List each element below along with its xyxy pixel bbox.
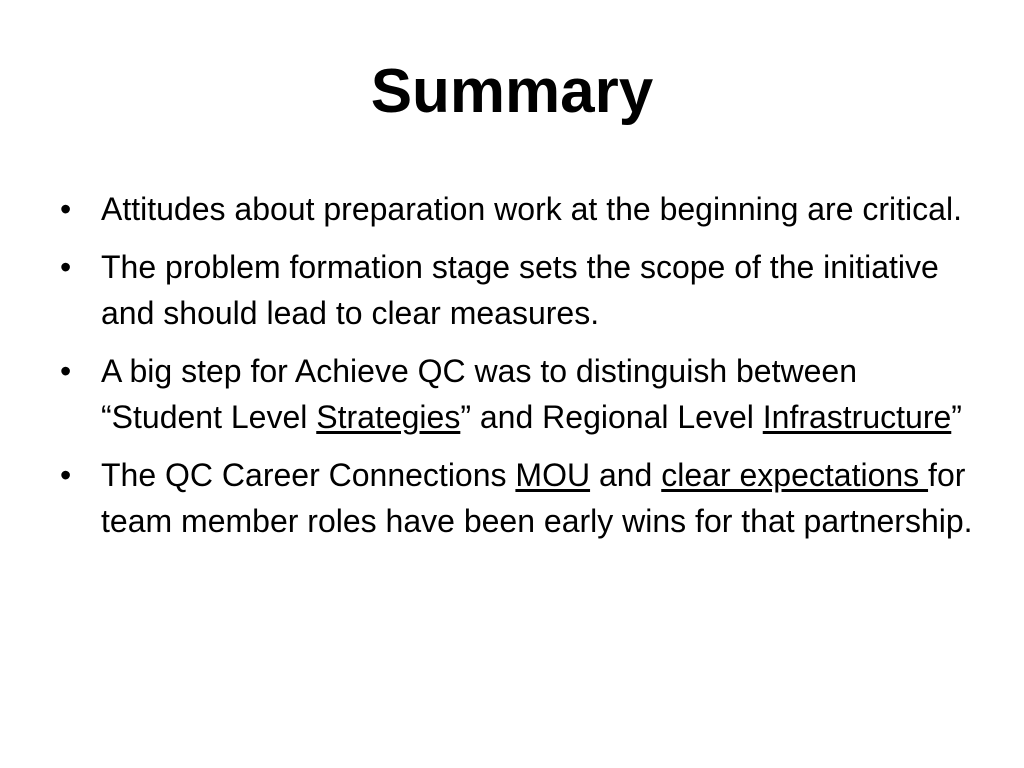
underlined-strategies: Strategies — [316, 399, 461, 435]
bullet-item-2 — [60, 244, 980, 336]
bullet-item-4 — [60, 452, 980, 544]
bullet-item-1 — [60, 186, 980, 232]
bullet-dot-icon: • — [60, 191, 72, 227]
bullet-text-4-part-1: The QC Career Connections — [101, 457, 516, 493]
underlined-clear-expectations: clear expectations — [661, 457, 929, 493]
bullet-text-3-part-2: ” and Regional Level — [460, 399, 763, 435]
bullet-dot-icon: • — [60, 249, 72, 285]
underlined-mou: MOU — [515, 457, 591, 493]
bullet-text-1: Attitudes about preparation work at the beginning are critical. — [101, 191, 962, 227]
bullet-text-4-part-3: for team member roles have been early wins for that partnership. — [101, 457, 973, 539]
bullet-text-4-part-2: and — [590, 457, 662, 493]
bullet-text-3-part-1: A big step for Achieve QC was to distinguish between “Student Level — [101, 353, 857, 435]
underlined-infrastructure: Infrastructure — [762, 399, 952, 435]
bullet-text-2: The problem formation stage sets the scope of the initiative and should lead to clear measures. — [101, 249, 939, 331]
bullet-dot-icon: • — [60, 457, 72, 493]
bullet-list — [60, 186, 980, 556]
bullet-dot-icon: • — [60, 353, 72, 389]
slide-title: Summary — [370, 57, 654, 126]
bullet-text-3-part-3: ” — [951, 399, 962, 435]
bullet-item-3 — [60, 348, 980, 440]
